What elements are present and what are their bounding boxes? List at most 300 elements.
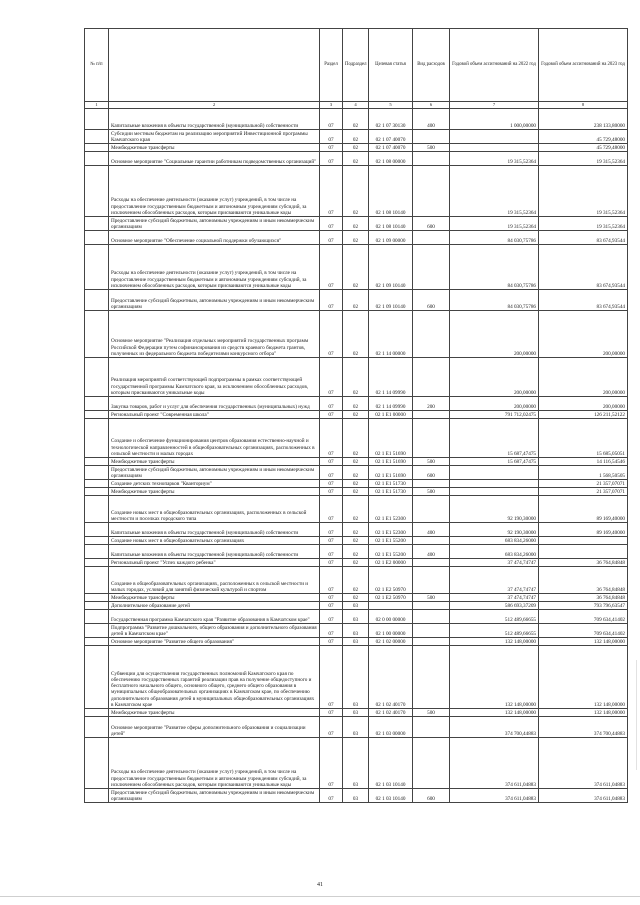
cell-name: Межбюджетные трансферты	[109, 594, 320, 602]
table-row	[85, 245, 628, 290]
cell-num	[85, 358, 109, 397]
cell-y2022: 19 315,52364	[450, 152, 539, 166]
cell-y2022	[450, 130, 539, 144]
cell-num	[85, 152, 109, 166]
cell-kind: 400	[413, 109, 450, 130]
cell-sub: 02	[343, 166, 369, 217]
cell-sub: 02	[343, 466, 369, 480]
cell-y2023: 36 764,84848	[539, 594, 628, 602]
cell-target: 02 1 07 30130	[369, 109, 413, 130]
cell-sub: 03	[343, 709, 369, 717]
header-kind: Вид расходов	[413, 29, 450, 102]
cell-kind	[413, 358, 450, 397]
table-row	[85, 567, 628, 594]
cell-sub: 02	[343, 458, 369, 466]
cell-kind: 500	[413, 709, 450, 717]
cell-sub: 02	[343, 537, 369, 545]
cell-sec: 07	[320, 709, 343, 717]
cell-kind: 500	[413, 458, 450, 466]
budget-document	[84, 28, 627, 803]
cell-num	[85, 594, 109, 602]
cell-sec: 07	[320, 411, 343, 419]
cell-sub: 02	[343, 130, 369, 144]
cell-sub: 03	[343, 717, 369, 738]
cell-target: 02 1 08 00000	[369, 152, 413, 166]
table-row	[85, 488, 628, 496]
cell-num	[85, 419, 109, 458]
cell-name: Региональный проект "Современная школа"	[109, 411, 320, 419]
cell-sec: 07	[320, 311, 343, 358]
table-row	[85, 144, 628, 152]
cell-num	[85, 166, 109, 217]
cell-y2023: 132 148,00000	[539, 646, 628, 709]
cell-sec: 07	[320, 638, 343, 646]
cell-num	[85, 717, 109, 738]
cell-sec: 07	[320, 166, 343, 217]
cell-name: Реализация мероприятий соответствующей подпрограммы в рамках соответствующей государственной программы Камчатского края, за исключением обособленных расходов, которым присваиваются уникальные коды	[109, 358, 320, 397]
cell-sub: 03	[343, 738, 369, 789]
cell-target: 02 1 E1 51730	[369, 480, 413, 488]
table-row	[85, 610, 628, 624]
cell-sec: 07	[320, 397, 343, 411]
cell-y2023: 132 148,00000	[539, 709, 628, 717]
cell-name: Создание и обеспечение функционирования центров образования естественно-научной и технологической направленностей в общеобразовательных организациях, расположенных в сельской местности и малых городах	[109, 419, 320, 458]
cell-name: Капитальные вложения в объекты государственной (муниципальной) собственности	[109, 545, 320, 559]
cell-y2022	[450, 488, 539, 496]
cell-y2022: 200,00000	[450, 311, 539, 358]
cell-name: Расходы на обеспечение деятельности (оказание услуг) учреждений, в том числе на предоставление государственным бюджетным и автономным учреждениям субсидий, за исключением обособленных расходов, которым присваиваются уникальные коды	[109, 245, 320, 290]
cell-y2022	[450, 480, 539, 488]
table-row	[85, 559, 628, 567]
cell-y2023: 36 764,84848	[539, 567, 628, 594]
cell-sub: 02	[343, 411, 369, 419]
cell-y2022: 15 687,47475	[450, 458, 539, 466]
cell-sec: 07	[320, 458, 343, 466]
cell-sub: 02	[343, 217, 369, 231]
table-row	[85, 109, 628, 130]
cell-sub: 02	[343, 559, 369, 567]
table-row	[85, 523, 628, 537]
cell-sub: 02	[343, 290, 369, 311]
cell-num	[85, 738, 109, 789]
table-row	[85, 466, 628, 480]
cell-kind	[413, 638, 450, 646]
colnum: 8	[539, 102, 628, 109]
cell-y2023: 374 611,04883	[539, 738, 628, 789]
table-row	[85, 738, 628, 789]
cell-kind: 600	[413, 466, 450, 480]
cell-y2023: 200,00000	[539, 311, 628, 358]
cell-target: 02 1 03 00000	[369, 717, 413, 738]
cell-target: 02 1 E2 50970	[369, 594, 413, 602]
cell-sec: 07	[320, 602, 343, 610]
cell-y2023: 374 611,04883	[539, 789, 628, 803]
cell-sec: 07	[320, 559, 343, 567]
table-row	[85, 130, 628, 144]
cell-target: 02 1 E1 55200	[369, 537, 413, 545]
cell-sec: 07	[320, 419, 343, 458]
cell-sub: 02	[343, 144, 369, 152]
cell-y2022: 1 000,00000	[450, 109, 539, 130]
cell-kind	[413, 559, 450, 567]
cell-y2023: 200,00000	[539, 358, 628, 397]
cell-kind	[413, 646, 450, 709]
cell-y2022: 374 700,44883	[450, 717, 539, 738]
cell-y2022: 683 834,26000	[450, 545, 539, 559]
cell-sec: 07	[320, 496, 343, 523]
header-2023: Годовой объем ассигнований на 2023 год	[539, 29, 628, 102]
cell-y2022: 19 315,52364	[450, 166, 539, 217]
table-row	[85, 717, 628, 738]
cell-num	[85, 458, 109, 466]
cell-y2023: 793 796,63547	[539, 602, 628, 610]
cell-target: 02 1 E1 52300	[369, 496, 413, 523]
cell-name: Закупка товаров, работ и услуг для обеспечения государственных (муниципальных) нужд	[109, 397, 320, 411]
cell-name: Основное мероприятие "Развитие общего образования"	[109, 638, 320, 646]
cell-kind: 600	[413, 789, 450, 803]
cell-target: 02 1 02 40170	[369, 709, 413, 717]
cell-num	[85, 144, 109, 152]
table-row	[85, 594, 628, 602]
cell-y2023: 83 674,93544	[539, 245, 628, 290]
table-row	[85, 496, 628, 523]
cell-kind	[413, 602, 450, 610]
cell-name: Капитальные вложения в объекты государственной (муниципальной) собственности	[109, 109, 320, 130]
cell-y2022: 683 834,26000	[450, 537, 539, 545]
cell-sec: 07	[320, 646, 343, 709]
table-row	[85, 789, 628, 803]
cell-sub: 02	[343, 231, 369, 245]
cell-y2023: 14 116,54546	[539, 458, 628, 466]
cell-sub: 03	[343, 638, 369, 646]
page-number: 41	[317, 882, 323, 888]
cell-sub: 02	[343, 523, 369, 537]
table-row	[85, 545, 628, 559]
cell-target: 02 1 08 10140	[369, 166, 413, 217]
table-row	[85, 638, 628, 646]
colnum: 1	[85, 102, 109, 109]
margin-mark	[636, 660, 637, 770]
cell-y2023: 36 764,84848	[539, 559, 628, 567]
cell-kind	[413, 411, 450, 419]
table-row	[85, 458, 628, 466]
cell-num	[85, 290, 109, 311]
cell-num	[85, 130, 109, 144]
cell-y2022: 37 474,74747	[450, 559, 539, 567]
colnum: 2	[109, 102, 320, 109]
cell-y2022: 19 315,52364	[450, 217, 539, 231]
cell-kind	[413, 231, 450, 245]
cell-name: Предоставление субсидий бюджетным, автономным учреждениям и иным некоммерческим организациям	[109, 217, 320, 231]
cell-sec: 07	[320, 594, 343, 602]
cell-y2022: 200,00000	[450, 358, 539, 397]
table-row	[85, 166, 628, 217]
cell-name: Расходы на обеспечение деятельности (оказание услуг) учреждений, в том числе на предоставление государственным бюджетным и автономным учреждениям субсидий, за исключением обособленных расходов, которым присваиваются уникальные коды	[109, 166, 320, 217]
table-row	[85, 709, 628, 717]
cell-name: Основное мероприятие "Обеспечение социальной поддержки обучающихся"	[109, 231, 320, 245]
cell-kind: 500	[413, 594, 450, 602]
cell-sec: 07	[320, 358, 343, 397]
cell-num	[85, 567, 109, 594]
cell-num	[85, 709, 109, 717]
cell-sub: 02	[343, 152, 369, 166]
cell-num	[85, 217, 109, 231]
header-num: № п/п	[85, 29, 109, 102]
cell-sec: 07	[320, 480, 343, 488]
cell-sub: 03	[343, 624, 369, 638]
cell-y2022: 37 474,74747	[450, 567, 539, 594]
cell-y2023: 83 674,93544	[539, 231, 628, 245]
cell-y2023: 1 568,50505	[539, 466, 628, 480]
table-row	[85, 646, 628, 709]
cell-name: Расходы на обеспечение деятельности (оказание услуг) учреждений, в том числе на предоставление государственным бюджетным и автономным учреждениям субсидий, за исключением обособленных расходов, которым присваиваются уникальные коды	[109, 738, 320, 789]
cell-name: Межбюджетные трансферты	[109, 488, 320, 496]
cell-name: Создание в общеобразовательных организациях, расположенных в сельской местности и малых городах, условий для занятий физической культурой и спортом	[109, 567, 320, 594]
cell-num	[85, 624, 109, 638]
cell-num	[85, 559, 109, 567]
cell-kind	[413, 152, 450, 166]
cell-num	[85, 545, 109, 559]
cell-y2022: 132 148,00000	[450, 638, 539, 646]
cell-num	[85, 789, 109, 803]
cell-y2022: 84 030,75786	[450, 231, 539, 245]
cell-name: Субвенции для осуществления государственных полномочий Камчатского края по обеспечению государственных гарантий реализации прав на получение общедоступного и бесплатного начального общего, основного общего, среднего общего образования в муниципальных общеобразовательных организациях в Камчатском крае, по обеспечению дополнительного образования детей в муниципальных общеобразовательных организациях в Камчатском крае	[109, 646, 320, 709]
cell-name: Межбюджетные трансферты	[109, 458, 320, 466]
cell-sec: 07	[320, 567, 343, 594]
cell-num	[85, 646, 109, 709]
cell-num	[85, 602, 109, 610]
cell-y2023: 374 700,44883	[539, 717, 628, 738]
cell-name: Основное мероприятие "Реализация отдельных мероприятий государственных программ Российской Федерации путем софинансирования из средств краевого бюджета грантов, полученных из федерального бюджета победителями конкурсного отбора"	[109, 311, 320, 358]
cell-sec: 07	[320, 152, 343, 166]
cell-y2023: 19 315,52364	[539, 166, 628, 217]
cell-target: 02 1 09 00000	[369, 231, 413, 245]
cell-target: 02 1 E2 50970	[369, 567, 413, 594]
table-row	[85, 217, 628, 231]
colnum: 3	[320, 102, 343, 109]
cell-sub: 03	[343, 610, 369, 624]
cell-sec: 07	[320, 624, 343, 638]
cell-target: 02 1 E1 55200	[369, 545, 413, 559]
cell-kind: 200	[413, 397, 450, 411]
colnum: 4	[343, 102, 369, 109]
cell-sec: 07	[320, 290, 343, 311]
cell-target: 02 1 00 00000	[369, 624, 413, 638]
cell-target: 02 1 09 10140	[369, 245, 413, 290]
cell-target: 02 1 E1 51690	[369, 419, 413, 458]
cell-num	[85, 496, 109, 523]
table-row	[85, 537, 628, 545]
cell-num	[85, 523, 109, 537]
cell-kind: 500	[413, 144, 450, 152]
cell-y2022: 132 148,00000	[450, 709, 539, 717]
cell-sub: 02	[343, 311, 369, 358]
cell-kind	[413, 130, 450, 144]
cell-num	[85, 109, 109, 130]
cell-sub: 02	[343, 480, 369, 488]
cell-name: Субсидии местным бюджетам на реализацию мероприятий Инвестиционной программы Камчатского края	[109, 130, 320, 144]
cell-num	[85, 397, 109, 411]
cell-y2022: 791 712,02475	[450, 411, 539, 419]
table-row	[85, 602, 628, 610]
cell-name: Государственная программа Камчатского края "Развитие образования в Камчатском крае"	[109, 610, 320, 624]
table-row	[85, 624, 628, 638]
cell-num	[85, 488, 109, 496]
cell-name: Создание новых мест в общеобразовательных организациях	[109, 537, 320, 545]
header-2022: Годовой объем ассигнований на 2022 год	[450, 29, 539, 102]
cell-y2023: 19 315,52364	[539, 217, 628, 231]
cell-sec: 07	[320, 610, 343, 624]
header-subsection: Подраздел	[343, 29, 369, 102]
table-row	[85, 311, 628, 358]
cell-sub: 02	[343, 594, 369, 602]
cell-target: 02 1 14 09990	[369, 358, 413, 397]
cell-num	[85, 638, 109, 646]
cell-kind: 600	[413, 290, 450, 311]
cell-num	[85, 466, 109, 480]
cell-sub: 02	[343, 245, 369, 290]
cell-target: 02 1 E2 00000	[369, 559, 413, 567]
cell-kind	[413, 496, 450, 523]
cell-y2022: 92 190,30000	[450, 496, 539, 523]
cell-kind	[413, 419, 450, 458]
cell-num	[85, 480, 109, 488]
cell-kind	[413, 537, 450, 545]
cell-kind	[413, 311, 450, 358]
cell-name: Дополнительное образование детей	[109, 602, 320, 610]
colnum: 7	[450, 102, 539, 109]
cell-kind: 400	[413, 523, 450, 537]
cell-kind	[413, 166, 450, 217]
cell-sec: 07	[320, 537, 343, 545]
cell-kind: 600	[413, 217, 450, 231]
budget-table	[84, 28, 628, 803]
cell-kind	[413, 717, 450, 738]
cell-target: 02 1 08 10140	[369, 217, 413, 231]
cell-sub: 03	[343, 789, 369, 803]
cell-sec: 07	[320, 109, 343, 130]
cell-sub: 02	[343, 109, 369, 130]
cell-target: 02 1 E1 51690	[369, 466, 413, 480]
cell-kind	[413, 624, 450, 638]
cell-target: 02 1 14 00000	[369, 311, 413, 358]
cell-sec: 07	[320, 488, 343, 496]
cell-y2022	[450, 466, 539, 480]
cell-sub: 03	[343, 602, 369, 610]
cell-sec: 07	[320, 217, 343, 231]
cell-kind	[413, 567, 450, 594]
cell-target: 02 1 07 40070	[369, 144, 413, 152]
header-section: Раздел	[320, 29, 343, 102]
cell-y2023	[539, 545, 628, 559]
cell-y2023: 15 685,05051	[539, 419, 628, 458]
cell-y2023: 89 169,40000	[539, 496, 628, 523]
table-row	[85, 290, 628, 311]
cell-target: 02 1 E1 00000	[369, 411, 413, 419]
cell-sec: 07	[320, 738, 343, 789]
page-edge	[0, 896, 640, 897]
cell-num	[85, 411, 109, 419]
cell-name: Основное мероприятие "Социальные гарантии работникам подведомственных организаций"	[109, 152, 320, 166]
cell-kind	[413, 610, 450, 624]
cell-target: 02 1 03 10140	[369, 789, 413, 803]
cell-sub: 02	[343, 358, 369, 397]
cell-name: Межбюджетные трансферты	[109, 709, 320, 717]
table-row	[85, 411, 628, 419]
header-target: Целевая статья	[369, 29, 413, 102]
cell-sec: 07	[320, 717, 343, 738]
cell-target: 02 1 03 10140	[369, 738, 413, 789]
cell-y2022: 132 148,00000	[450, 646, 539, 709]
cell-y2023: 21 357,07071	[539, 480, 628, 488]
cell-sec: 07	[320, 245, 343, 290]
cell-target: 02 1 E1 51730	[369, 488, 413, 496]
table-header	[85, 29, 628, 102]
cell-y2022: 200,00000	[450, 397, 539, 411]
cell-sec: 07	[320, 789, 343, 803]
cell-sub: 02	[343, 496, 369, 523]
cell-target: 02 1 09 10140	[369, 290, 413, 311]
cell-y2022: 84 030,75786	[450, 290, 539, 311]
cell-kind: 400	[413, 545, 450, 559]
cell-y2023: 83 674,93544	[539, 290, 628, 311]
cell-sub: 02	[343, 397, 369, 411]
cell-sec: 07	[320, 545, 343, 559]
header-name	[109, 29, 320, 102]
cell-y2022: 92 190,30000	[450, 523, 539, 537]
cell-target: 02 1 E1 52300	[369, 523, 413, 537]
cell-name: Предоставление субсидий бюджетным, автономным учреждениям и иным некоммерческим организациям	[109, 789, 320, 803]
cell-target: 02 1 02 00000	[369, 638, 413, 646]
table-row	[85, 397, 628, 411]
cell-y2023: 709 634,41402	[539, 624, 628, 638]
cell-num	[85, 537, 109, 545]
cell-sec: 07	[320, 231, 343, 245]
cell-num	[85, 610, 109, 624]
cell-target: 02 1 02 40170	[369, 646, 413, 709]
table-row	[85, 231, 628, 245]
cell-sec: 07	[320, 144, 343, 152]
cell-y2022: 84 030,75786	[450, 245, 539, 290]
cell-name: Региональный проект "Успех каждого ребенка"	[109, 559, 320, 567]
cell-num	[85, 231, 109, 245]
cell-y2023: 238 133,80000	[539, 109, 628, 130]
cell-name: Подпрограмма "Развитие дошкольного, общего образования и дополнительного образования детей в Камчатском крае"	[109, 624, 320, 638]
cell-num	[85, 311, 109, 358]
table-row	[85, 358, 628, 397]
cell-target: 02 1 E1 51690	[369, 458, 413, 466]
cell-num	[85, 245, 109, 290]
colnum: 6	[413, 102, 450, 109]
cell-y2022: 37 474,74747	[450, 594, 539, 602]
cell-target: 02 1 14 09990	[369, 397, 413, 411]
cell-y2022: 374 611,04883	[450, 738, 539, 789]
cell-name: Основное мероприятие "Развитие сферы дополнительного образования и социализации детей"	[109, 717, 320, 738]
cell-kind	[413, 245, 450, 290]
cell-sec: 07	[320, 130, 343, 144]
cell-target: 02 1 07 40070	[369, 130, 413, 144]
column-numbers	[85, 102, 628, 109]
cell-y2022: 512 489,66655	[450, 624, 539, 638]
cell-target	[369, 602, 413, 610]
table-row	[85, 152, 628, 166]
cell-y2022: 586 693,37209	[450, 602, 539, 610]
cell-y2023: 19 315,52364	[539, 152, 628, 166]
colnum: 5	[369, 102, 413, 109]
cell-sub: 02	[343, 419, 369, 458]
cell-name: Предоставление субсидий бюджетным, автономным учреждениям и иным некоммерческим организациям	[109, 290, 320, 311]
cell-y2023: 132 148,00000	[539, 638, 628, 646]
